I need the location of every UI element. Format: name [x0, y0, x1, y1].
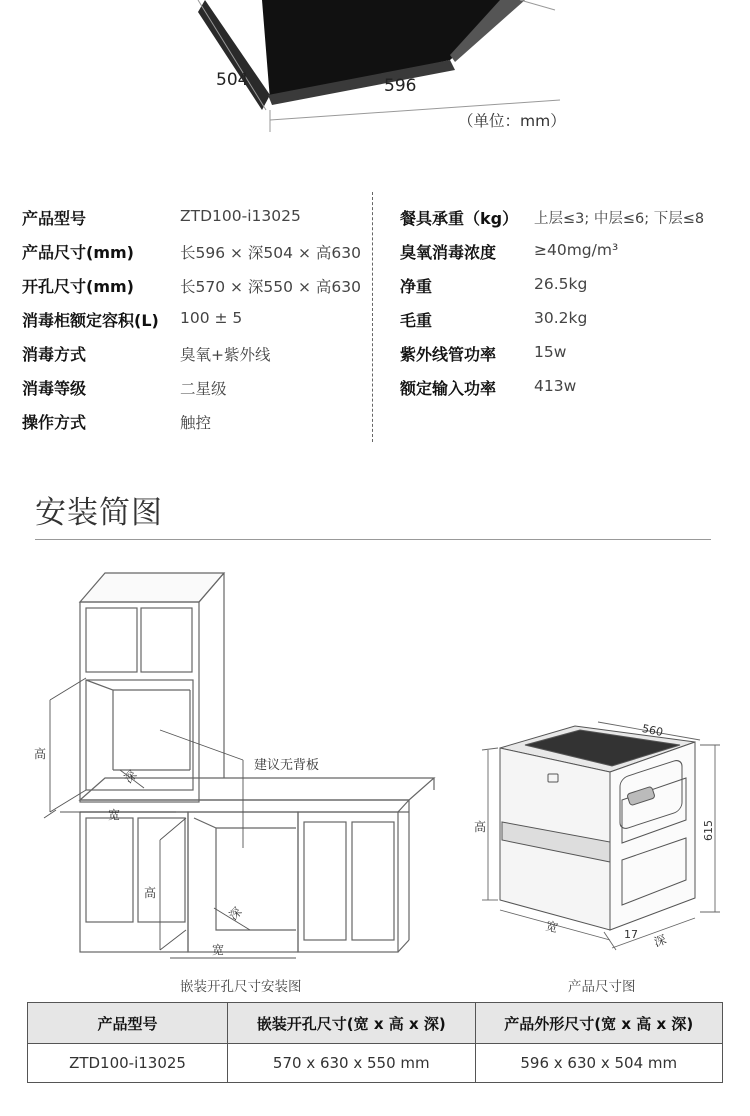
- spec-value: 二星级: [180, 380, 227, 398]
- spec-value: 413w: [534, 377, 577, 395]
- table-row: [28, 1044, 723, 1083]
- spec-value: 100 ± 5: [180, 309, 243, 327]
- product-offset-dimension: 17: [624, 928, 638, 941]
- spec-label: 餐具承重（kg）: [400, 209, 519, 228]
- table-header-cutout: 嵌装开孔尺寸(宽 x 高 x 深): [228, 1003, 475, 1044]
- install-upper-wide-label: 宽: [108, 808, 121, 822]
- product-deep-label: 深: [652, 932, 669, 950]
- install-upper-deep-label: 深: [121, 767, 140, 787]
- spec-value: 上层≤3; 中层≤6; 下层≤8: [534, 211, 705, 227]
- spec-value: 15w: [534, 343, 567, 361]
- spec-value: 长570 × 深550 × 高630: [180, 278, 361, 296]
- width-dimension: 596: [384, 76, 417, 96]
- unit-label: （单位：mm）: [458, 112, 566, 130]
- spec-label: 紫外线管功率: [400, 345, 497, 364]
- table-header-model: 产品型号: [28, 1003, 228, 1044]
- install-upper-high-label: 高: [34, 747, 47, 761]
- spec-label: 消毒柜额定容积(L): [22, 311, 159, 330]
- product-wide-label: 宽: [544, 918, 560, 936]
- product-side-dimension: 615: [702, 820, 715, 841]
- spec-label: 产品尺寸(mm): [22, 243, 134, 262]
- spec-value: ≥40mg/m³: [534, 241, 619, 259]
- table-cell: ZTD100-i13025: [28, 1044, 228, 1083]
- product-caption: 产品尺寸图: [568, 979, 636, 995]
- table-cell: 570 x 630 x 550 mm: [228, 1044, 475, 1083]
- spec-label: 操作方式: [22, 413, 87, 432]
- section-title: 安装简图: [35, 495, 163, 531]
- install-lower-high-label: 高: [144, 886, 157, 900]
- spec-label: 开孔尺寸(mm): [22, 277, 134, 296]
- install-lower-deep-label: 深: [226, 904, 245, 924]
- spec-value: 触控: [180, 414, 212, 432]
- depth-dimension: 504: [216, 70, 249, 90]
- product-top-dimension: 560: [640, 721, 665, 740]
- spec-value: 30.2kg: [534, 309, 588, 327]
- spec-value: 长596 × 深504 × 高630: [180, 244, 361, 262]
- spec-label: 消毒等级: [22, 379, 87, 398]
- spec-label: 净重: [400, 277, 433, 296]
- table-cell: 596 x 630 x 504 mm: [475, 1044, 722, 1083]
- spec-label: 毛重: [400, 311, 433, 330]
- dimension-table: [27, 1002, 723, 1083]
- spec-label: 臭氧消毒浓度: [400, 243, 497, 262]
- spec-value: ZTD100-i13025: [180, 207, 301, 225]
- install-note: 建议无背板: [254, 758, 320, 773]
- product-high-label: 高: [474, 820, 487, 834]
- spec-label: 消毒方式: [22, 345, 87, 364]
- table-header-outer: 产品外形尺寸(宽 x 高 x 深): [475, 1003, 722, 1044]
- spec-label: 产品型号: [22, 209, 87, 228]
- table-header-row: [28, 1003, 723, 1044]
- spec-label: 额定输入功率: [400, 379, 497, 398]
- install-lower-wide-label: 宽: [212, 943, 225, 957]
- spec-value: 臭氧+紫外线: [180, 346, 271, 364]
- spec-value: 26.5kg: [534, 275, 588, 293]
- install-caption: 嵌装开孔尺寸安装图: [180, 979, 302, 995]
